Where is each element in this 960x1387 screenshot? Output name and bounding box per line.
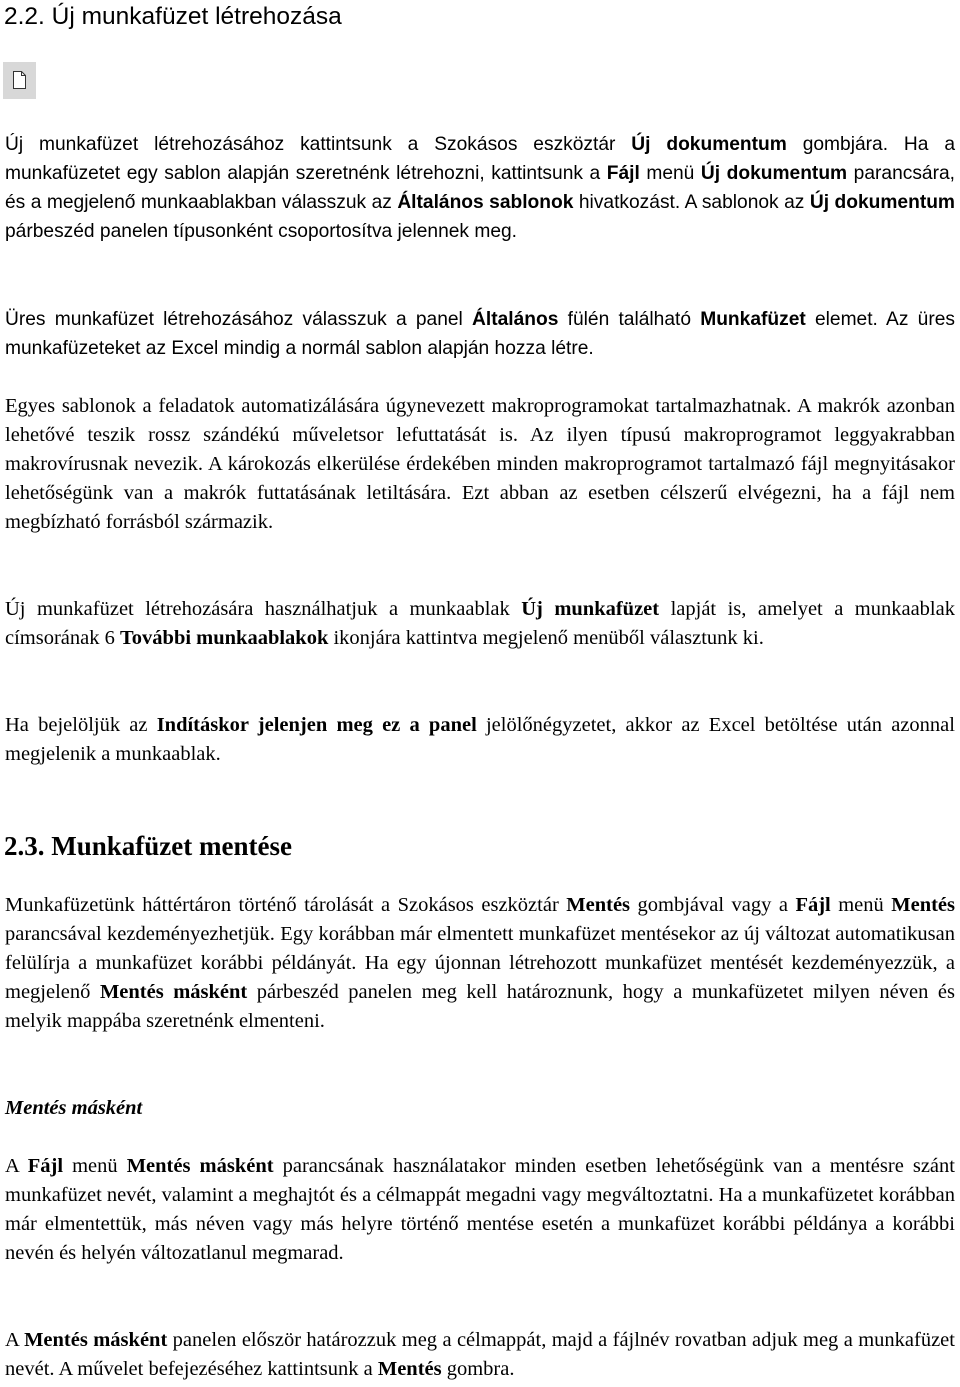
section-heading-new-workbook: 2.2. Új munkafüzet létrehozása <box>4 3 342 30</box>
paragraph-save-as-panel: A Mentés másként panelen először határozzuk meg a célmappát, majd a fájlnév rovatban adjuk meg a munkafüzet nevét. A művelet befejezéséhez kattintsunk a Mentés gombra. <box>5 1329 955 1380</box>
new-document-icon <box>12 71 27 89</box>
paragraph-show-at-startup: Ha bejelöljük az Indításkor jelenjen meg ez a panel jelölőnégyzetet, akkor az Excel betöltése után azonnal megjelenik a munkaablak. <box>5 714 955 765</box>
paragraph-taskpane-new-workbook: Új munkafüzet létrehozására használhatjuk a munkaablak Új munkafüzet lapját is, amelyet a munkaablak címsorának 6 További munkaablakok ikonjára kattintva megjelenő menüből választunk ki. <box>5 598 955 649</box>
section-heading-save-workbook: 2.3. Munkafüzet mentése <box>4 831 292 861</box>
new-document-button[interactable] <box>3 62 36 99</box>
paragraph-save-as-command: A Fájl menü Mentés másként parancsának használatakor minden esetben lehetőségünk van a mentésre szánt munkafüzet nevét, valamint a meghajtót és a célmappát megadni vagy megváltoztatni. Ha a munkafüzetet korábban már elmentettük, más néven vagy más helyre történő mentése esetén a munkafüzet korábbi példánya a korábbi nevén és helyén változatlanul megmarad. <box>5 1155 955 1264</box>
paragraph-macros: Egyes sablonok a feladatok automatizálására úgynevezett makroprogramokat tartalmazhatnak. A makrók azonban lehetővé teszik rossz szándékú műveletsor lefuttatását is. Az ilyen típusú makroprogramot leggyakrabban makrovírusnak nevezik. A károkozás elkerülése érdekében minden makroprogramot tartalmazó fájl megnyitásakor lehetőségünk van a makrók futtatásának letiltására. Ezt abban az esetben célszerű elvégezni, ha a fájl nem megbízható forrásból származik. <box>5 395 955 533</box>
paragraph-new-workbook-intro: Új munkafüzet létrehozásához kattintsunk a Szokásos eszköztár Új dokumentum gombjára. Ha a munkafüzetet egy sablon alapján szeretnénk létrehozni, kattintsunk a Fájl menü Új dokumentum parancsára, és a megjelenő munkaablakban válasszuk az Általános sablonok hivatkozást. A sablonok az Új dokumentum párbeszéd panelen típusonként csoportosítva jelennek meg. <box>5 134 955 242</box>
paragraph-save-workbook: Munkafüzetünk háttértáron történő tárolását a Szokásos eszköztár Mentés gombjával vagy a Fájl menü Mentés parancsával kezdeményezhetjük. Egy korábban már elmentett munkafüzet mentésekor az új változat automatikusan felülírja a munkafüzet korábbi példányát. Ha egy újonnan létrehozott munkafüzet mentését kezdeményezzük, a megjelenő Mentés másként párbeszéd panelen meg kell határoznunk, hogy a munkafüzetet milyen néven és melyik mappába szeretnénk elmenteni. <box>5 894 956 1032</box>
paragraph-empty-workbook: Üres munkafüzet létrehozásához válasszuk a panel Általános fülén található Munkafüzet elemet. Az üres munkafüzeteket az Excel mindig a normál sablon alapján hozza létre. <box>5 309 955 359</box>
subheading-save-as: Mentés másként <box>5 1097 143 1119</box>
